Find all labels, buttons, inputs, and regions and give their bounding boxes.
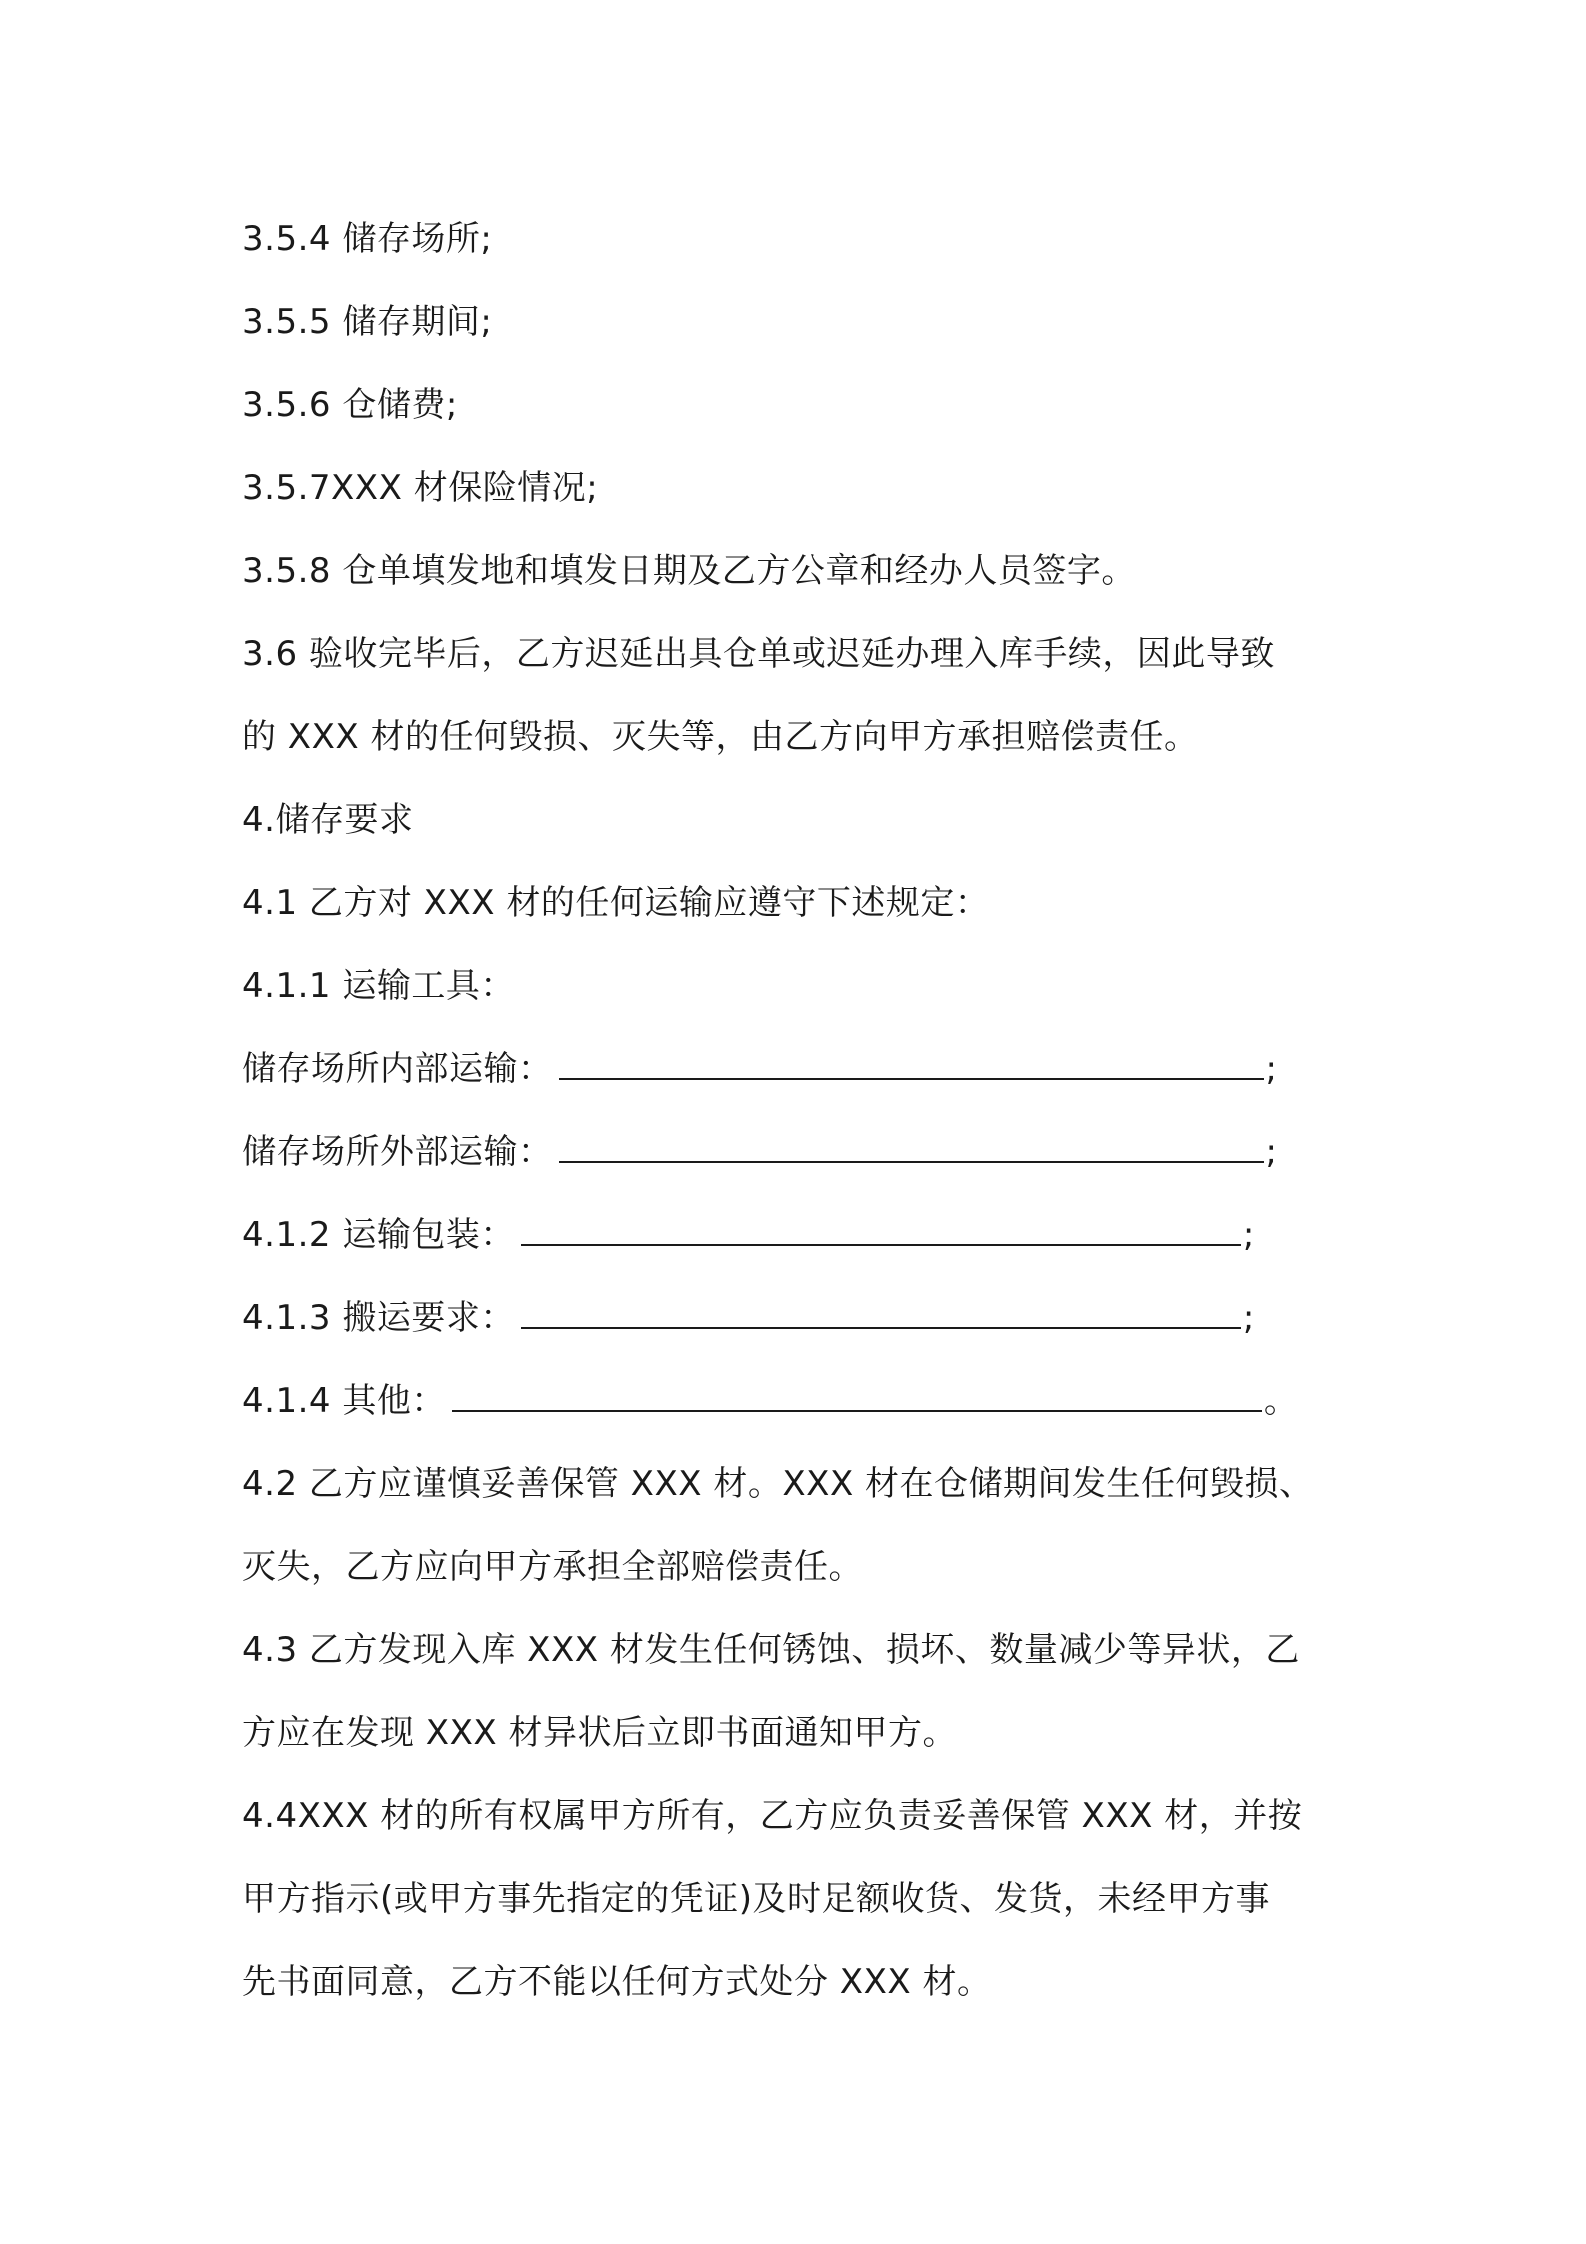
clause-4-3-line-1: 4.3 乙方发现入库 XXX 材发生任何锈蚀、损坏、数量减少等异状，乙 xyxy=(242,1630,1300,1670)
fill-internal-label: 储存场所内部运输： xyxy=(242,1049,553,1089)
fill-handling xyxy=(242,1277,1362,1360)
fill-handling-blank[interactable] xyxy=(521,1297,1241,1329)
clause-3-5-7: 3.5.7XXX 材保险情况; xyxy=(242,468,599,508)
clause-3-5-4: 3.5.4 储存场所; xyxy=(242,219,493,259)
fill-external-blank[interactable] xyxy=(559,1131,1264,1163)
clause-3-5-5: 3.5.5 储存期间; xyxy=(242,302,493,342)
fill-internal-blank[interactable] xyxy=(559,1048,1264,1080)
clause-3-5-8: 3.5.8 仓单填发地和填发日期及乙方公章和经办人员签字。 xyxy=(242,551,1136,591)
fill-other-blank[interactable] xyxy=(452,1380,1262,1412)
clause-3-6-line-2: 的 XXX 材的任何毁损、灭失等，由乙方向甲方承担赔偿责任。 xyxy=(242,717,1199,757)
fill-internal-end: ; xyxy=(1265,1049,1278,1089)
fill-packaging-label: 4.1.2 运输包装： xyxy=(242,1215,515,1255)
clause-4-4-line-2: 甲方指示(或甲方事先指定的凭证)及时足额收货、发货，未经甲方事 xyxy=(242,1879,1271,1919)
fill-external-end: ; xyxy=(1265,1132,1278,1172)
fill-other-label: 4.1.4 其他： xyxy=(242,1381,446,1421)
fill-external-label: 储存场所外部运输： xyxy=(242,1132,553,1172)
clause-4-4-line-1: 4.4XXX 材的所有权属甲方所有，乙方应负责妥善保管 XXX 材，并按 xyxy=(242,1796,1303,1836)
clause-3-5-6: 3.5.6 仓储费; xyxy=(242,385,458,425)
fill-packaging-blank[interactable] xyxy=(521,1214,1241,1246)
fill-other-end: 。 xyxy=(1263,1381,1299,1421)
clause-4-1: 4.1 乙方对 XXX 材的任何运输应遵守下述规定： xyxy=(242,883,990,923)
clause-4-2-line-1: 4.2 乙方应谨慎妥善保管 XXX 材。XXX 材在仓储期间发生任何毁损、 xyxy=(242,1464,1314,1504)
fill-other xyxy=(242,1360,1362,1443)
document-body xyxy=(242,198,1362,2024)
clause-4-3-line-2: 方应在发现 XXX 材异状后立即书面通知甲方。 xyxy=(242,1713,957,1753)
clause-4-2-line-2: 灭失，乙方应向甲方承担全部赔偿责任。 xyxy=(242,1547,863,1587)
fill-handling-end: ; xyxy=(1242,1298,1255,1338)
section-heading-4: 4.储存要求 xyxy=(242,800,414,840)
fill-packaging xyxy=(242,1194,1362,1277)
clause-4-1-1: 4.1.1 运输工具： xyxy=(242,966,515,1006)
clause-3-6-line-1: 3.6 验收完毕后，乙方迟延出具仓单或迟延办理入库手续，因此导致 xyxy=(242,634,1275,674)
fill-internal-transport xyxy=(242,1028,1362,1111)
fill-external-transport xyxy=(242,1111,1362,1194)
clause-4-4-line-3: 先书面同意，乙方不能以任何方式处分 XXX 材。 xyxy=(242,1962,992,2002)
fill-handling-label: 4.1.3 搬运要求： xyxy=(242,1298,515,1338)
fill-packaging-end: ; xyxy=(1242,1215,1255,1255)
